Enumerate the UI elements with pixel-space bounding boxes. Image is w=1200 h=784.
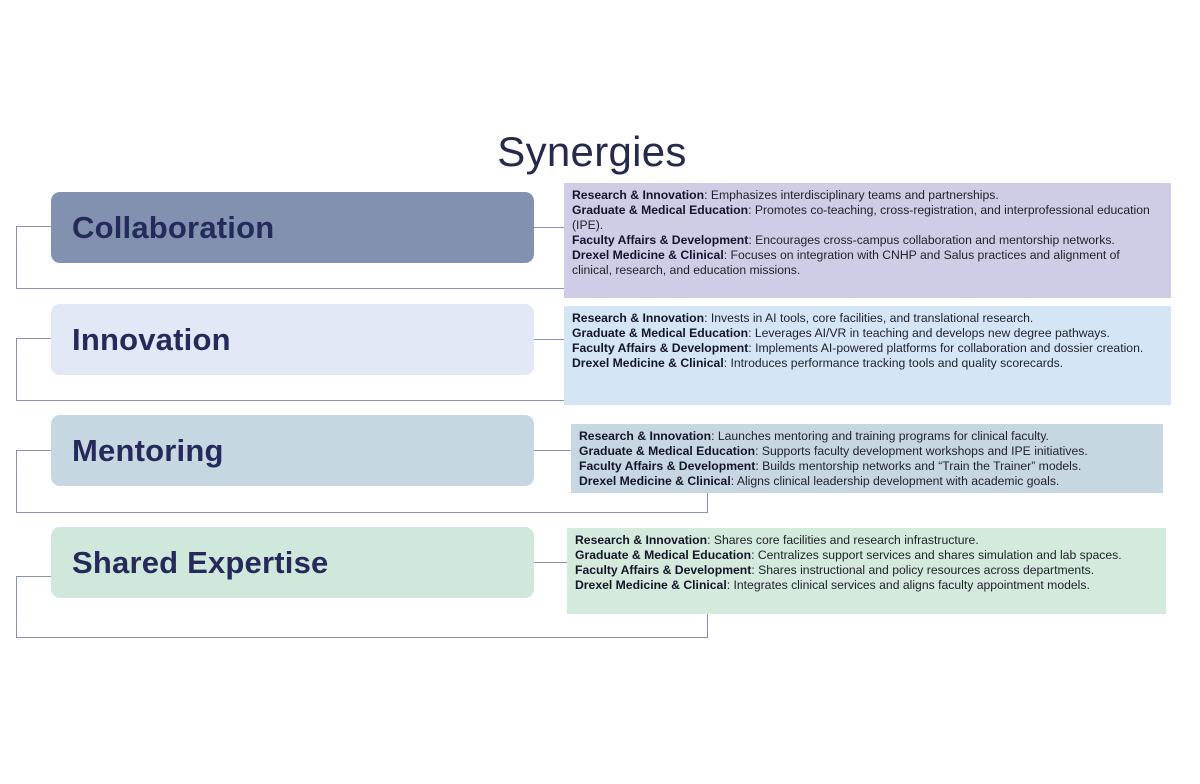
detail-item [572,311,1163,326]
detail-box [567,528,1166,614]
detail-item [575,578,1158,593]
connector-stub [16,338,52,339]
detail-item [579,429,1155,444]
detail-text: : Invests in AI tools, core facilities, and translational research. [704,311,1034,325]
detail-item [575,548,1158,563]
connector-link [534,227,564,228]
detail-item [572,188,1163,203]
detail-text: : Aligns clinical leadership development with academic goals. [730,474,1060,488]
detail-area: Research & Innovation [572,311,705,325]
connector-link [534,450,571,451]
detail-area: Drexel Medicine & Clinical [575,578,727,592]
detail-item [572,356,1163,371]
detail-box [564,306,1171,405]
detail-text: : Launches mentoring and training programs for clinical faculty. [711,429,1049,443]
detail-item [572,233,1163,248]
category-box [51,192,534,263]
category-box [51,527,534,598]
category-label: Shared Expertise [72,544,329,580]
detail-text: : Promotes co-teaching, cross-registration, and interprofessional education (IPE). [572,203,1150,232]
detail-text: : Integrates clinical services and aligns faculty appointment models. [726,578,1090,592]
detail-item [572,341,1163,356]
detail-area: Faculty Affairs & Development [575,563,752,577]
detail-text: : Encourages cross-campus collaboration and mentorship networks. [748,233,1115,247]
detail-area: Graduate & Medical Education [572,326,749,340]
category-label: Collaboration [72,209,275,245]
detail-item [572,203,1163,233]
detail-text: : Centralizes support services and shares simulation and lab spaces. [751,548,1122,562]
connector-stub [16,226,52,227]
detail-text: : Shares core facilities and research infrastructure. [707,533,979,547]
detail-area: Faculty Affairs & Development [572,233,749,247]
category-label: Innovation [72,321,231,357]
detail-item [572,248,1163,278]
detail-item [572,326,1163,341]
diagram-title: Synergies [497,128,687,175]
connector-stub [16,576,52,577]
connector-line [707,493,708,513]
detail-box [571,424,1163,493]
detail-text: : Introduces performance tracking tools and quality scorecards. [723,356,1064,370]
connector-link [534,562,567,563]
detail-area: Graduate & Medical Education [579,444,756,458]
detail-item [579,474,1155,489]
connector-line [707,614,708,638]
detail-text: : Emphasizes interdisciplinary teams and partnerships. [704,188,999,202]
detail-area: Graduate & Medical Education [572,203,749,217]
detail-area: Faculty Affairs & Development [579,459,756,473]
connector-link [534,339,564,340]
detail-area: Drexel Medicine & Clinical [572,248,724,262]
detail-text: : Supports faculty development workshops and IPE initiatives. [755,444,1088,458]
detail-area: Graduate & Medical Education [575,548,752,562]
detail-text: : Focuses on integration with CNHP and Salus practices and alignment of clinical, research, and education missions. [572,248,1120,277]
detail-area: Drexel Medicine & Clinical [572,356,724,370]
detail-text: : Shares instructional and policy resources across departments. [751,563,1095,577]
detail-text: : Builds mentorship networks and “Train the Trainer” models. [755,459,1082,473]
detail-box [564,183,1171,298]
detail-area: Research & Innovation [572,188,705,202]
category-box [51,304,534,375]
detail-text: : Implements AI-powered platforms for collaboration and dossier creation. [748,341,1144,355]
detail-item [575,533,1158,548]
detail-item [579,459,1155,474]
detail-area: Research & Innovation [579,429,712,443]
detail-area: Research & Innovation [575,533,708,547]
connector-stub [16,450,52,451]
detail-text: : Leverages AI/VR in teaching and develops new degree pathways. [748,326,1110,340]
detail-item [579,444,1155,459]
detail-item [575,563,1158,578]
category-label: Mentoring [72,432,224,468]
category-box [51,415,534,486]
detail-area: Faculty Affairs & Development [572,341,749,355]
detail-area: Drexel Medicine & Clinical [579,474,731,488]
